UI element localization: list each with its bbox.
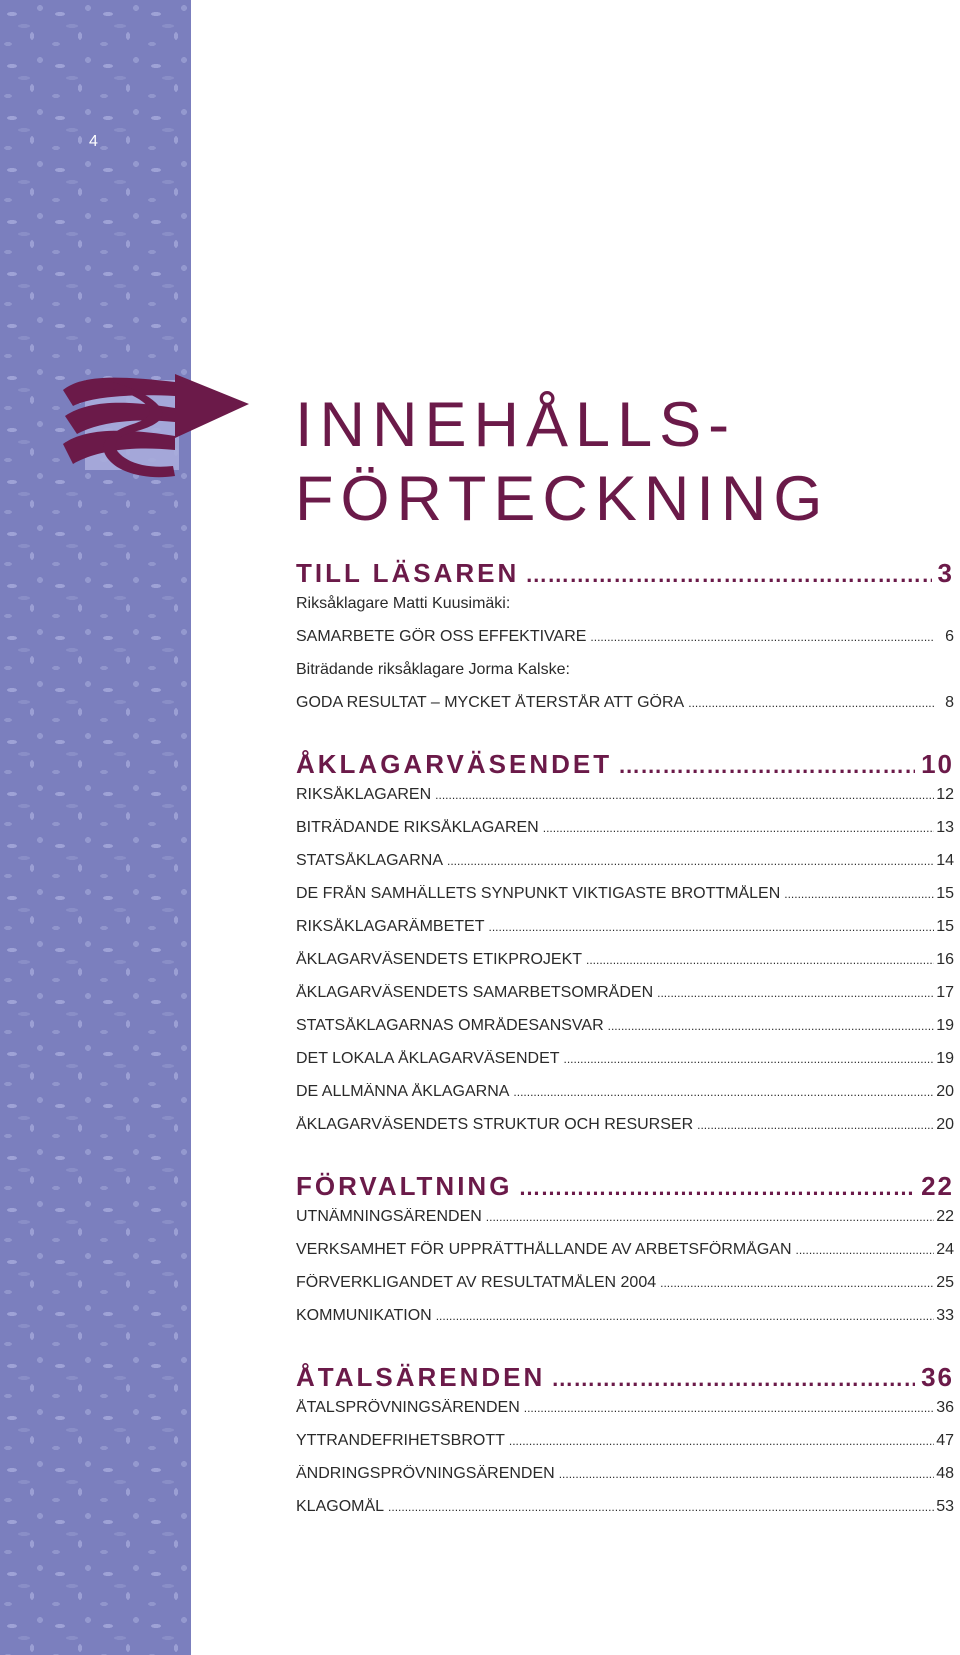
entry-label: UTNÄMNINGSÄRENDEN xyxy=(296,1208,482,1225)
entry-page: 36 xyxy=(936,1399,954,1416)
section-heading[interactable] xyxy=(296,749,954,786)
toc-section-aklagarvasendet xyxy=(296,749,954,1149)
toc-entry[interactable] xyxy=(296,1432,954,1465)
leader-dots xyxy=(513,1085,934,1099)
leader-dots xyxy=(564,1052,934,1066)
entry-page: 15 xyxy=(936,885,954,902)
toc-entry[interactable] xyxy=(296,951,954,984)
entry-page: 53 xyxy=(936,1498,954,1515)
entry-label: VERKSAMHET FÖR UPPRÄTTHÅLLANDE AV ARBETSFÖRMÅGAN xyxy=(296,1241,792,1258)
title-line-2: FÖRTECKNING xyxy=(295,464,830,534)
leader-dots xyxy=(618,753,915,779)
section-page: 3 xyxy=(937,558,954,588)
toc-section-atalsarenden xyxy=(296,1362,954,1531)
entry-label: KOMMUNIKATION xyxy=(296,1307,432,1324)
leader-dots xyxy=(388,1500,934,1514)
leader-dots xyxy=(447,854,934,868)
section-title: ÅTALSÄRENDEN xyxy=(296,1362,546,1392)
title-line-1: INNEHÅLLS- xyxy=(295,390,737,460)
leader-dots xyxy=(796,1243,934,1257)
leader-dots xyxy=(436,1309,934,1323)
entry-page: 6 xyxy=(945,628,954,645)
entry-page: 48 xyxy=(936,1465,954,1482)
toc-entry[interactable] xyxy=(296,1399,954,1432)
entry-label: DE ALLMÄNNA ÅKLAGARNA xyxy=(296,1083,510,1100)
section-title: ÅKLAGARVÄSENDET xyxy=(296,749,613,779)
toc-entry[interactable] xyxy=(296,786,954,819)
toc-section-forvaltning xyxy=(296,1171,954,1340)
toc-entry[interactable] xyxy=(296,1083,954,1116)
leader-dots xyxy=(559,1467,934,1481)
entry-page: 19 xyxy=(936,1050,954,1067)
section-page: 36 xyxy=(921,1362,954,1392)
entry-label: STATSÅKLAGARNAS OMRÅDESANSVAR xyxy=(296,1017,604,1034)
entry-label: ÄNDRINGSPRÖVNINGSÄRENDEN xyxy=(296,1465,555,1482)
entry-page: 8 xyxy=(945,694,954,711)
entry-label: DE FRÅN SAMHÄLLETS SYNPUNKT VIKTIGASTE BROTTMÅLEN xyxy=(296,885,781,902)
toc-entry[interactable] xyxy=(296,628,954,661)
toc-entry[interactable] xyxy=(296,1498,954,1531)
entry-label: YTTRANDEFRIHETSBROTT xyxy=(296,1432,505,1449)
section-title: FÖRVALTNING xyxy=(296,1171,513,1201)
toc-entry[interactable] xyxy=(296,1017,954,1050)
entry-page: 14 xyxy=(936,852,954,869)
entry-page: 20 xyxy=(936,1116,954,1133)
page-number: 4 xyxy=(89,133,98,150)
leader-dots xyxy=(486,1210,934,1224)
leader-dots xyxy=(509,1434,934,1448)
entry-label: DET LOKALA ÅKLAGARVÄSENDET xyxy=(296,1050,560,1067)
toc-entry xyxy=(296,595,954,628)
toc-section-till-lasaren xyxy=(296,558,954,727)
section-heading[interactable] xyxy=(296,1171,954,1208)
toc-entry xyxy=(296,661,954,694)
toc-entry[interactable] xyxy=(296,694,954,727)
toc-entry[interactable] xyxy=(296,1208,954,1241)
leader-dots xyxy=(660,1276,934,1290)
page-title xyxy=(295,388,829,536)
entry-page: 22 xyxy=(936,1208,954,1225)
entry-page: 16 xyxy=(936,951,954,968)
entry-label: BITRÄDANDE RIKSÅKLAGAREN xyxy=(296,819,539,836)
leader-dots xyxy=(657,986,934,1000)
entry-label: GODA RESULTAT – MYCKET ÅTERSTÅR ATT GÖRA xyxy=(296,694,685,711)
toc-entry[interactable] xyxy=(296,1465,954,1498)
entry-label: Riksåklagare Matti Kuusimäki: xyxy=(296,595,511,612)
entry-label: Biträdande riksåklagare Jorma Kalske: xyxy=(296,661,570,678)
entry-page: 33 xyxy=(936,1307,954,1324)
entry-label: SAMARBETE GÖR OSS EFFEKTIVARE xyxy=(296,628,587,645)
entry-label: STATSÅKLAGARNA xyxy=(296,852,443,869)
entry-label: RIKSÅKLAGAREN xyxy=(296,786,432,803)
toc-entry[interactable] xyxy=(296,984,954,1017)
toc-entry[interactable] xyxy=(296,1241,954,1274)
leader-dots xyxy=(524,1401,934,1415)
entry-page: 47 xyxy=(936,1432,954,1449)
leader-dots xyxy=(525,562,931,588)
section-heading[interactable] xyxy=(296,558,954,595)
toc-entry[interactable] xyxy=(296,1307,954,1340)
entry-page: 24 xyxy=(936,1241,954,1258)
entry-page: 19 xyxy=(936,1017,954,1034)
toc-entry[interactable] xyxy=(296,852,954,885)
entry-page: 12 xyxy=(936,786,954,803)
entry-page: 25 xyxy=(936,1274,954,1291)
leader-dots xyxy=(489,920,935,934)
entry-label: ÅKLAGARVÄSENDETS STRUKTUR OCH RESURSER xyxy=(296,1116,694,1133)
entry-page: 15 xyxy=(936,918,954,935)
toc-entry[interactable] xyxy=(296,918,954,951)
leader-dots xyxy=(518,1175,915,1201)
toc-entry[interactable] xyxy=(296,1116,954,1149)
section-heading[interactable] xyxy=(296,1362,954,1399)
entry-label: FÖRVERKLIGANDET AV RESULTATMÅLEN 2004 xyxy=(296,1274,657,1291)
toc-entry[interactable] xyxy=(296,885,954,918)
entry-page: 13 xyxy=(936,819,954,836)
leader-dots xyxy=(784,887,934,901)
prosecutor-logo-icon xyxy=(63,372,249,487)
leader-dots xyxy=(551,1366,915,1392)
entry-page: 17 xyxy=(936,984,954,1001)
table-of-contents xyxy=(296,558,954,1531)
leader-dots xyxy=(435,788,934,802)
section-page: 22 xyxy=(921,1171,954,1201)
entry-page: 20 xyxy=(936,1083,954,1100)
entry-label: ÅTALSPRÖVNINGSÄRENDEN xyxy=(296,1399,520,1416)
entry-label: ÅKLAGARVÄSENDETS SAMARBETSOMRÅDEN xyxy=(296,984,654,1001)
entry-label: KLAGOMÅL xyxy=(296,1498,385,1515)
leader-dots xyxy=(608,1019,934,1033)
toc-entry[interactable] xyxy=(296,1274,954,1307)
section-title: TILL LÄSAREN xyxy=(296,558,520,588)
leader-dots xyxy=(543,821,934,835)
toc-entry[interactable] xyxy=(296,819,954,852)
leader-dots xyxy=(586,953,934,967)
entry-label: RIKSÅKLAGARÄMBETET xyxy=(296,918,485,935)
toc-entry[interactable] xyxy=(296,1050,954,1083)
entry-label: ÅKLAGARVÄSENDETS ETIKPROJEKT xyxy=(296,951,583,968)
leader-dots xyxy=(590,630,934,644)
section-page: 10 xyxy=(921,749,954,779)
leader-dots xyxy=(688,696,934,710)
leader-dots xyxy=(697,1118,934,1132)
decorative-sidebar xyxy=(0,0,191,1655)
